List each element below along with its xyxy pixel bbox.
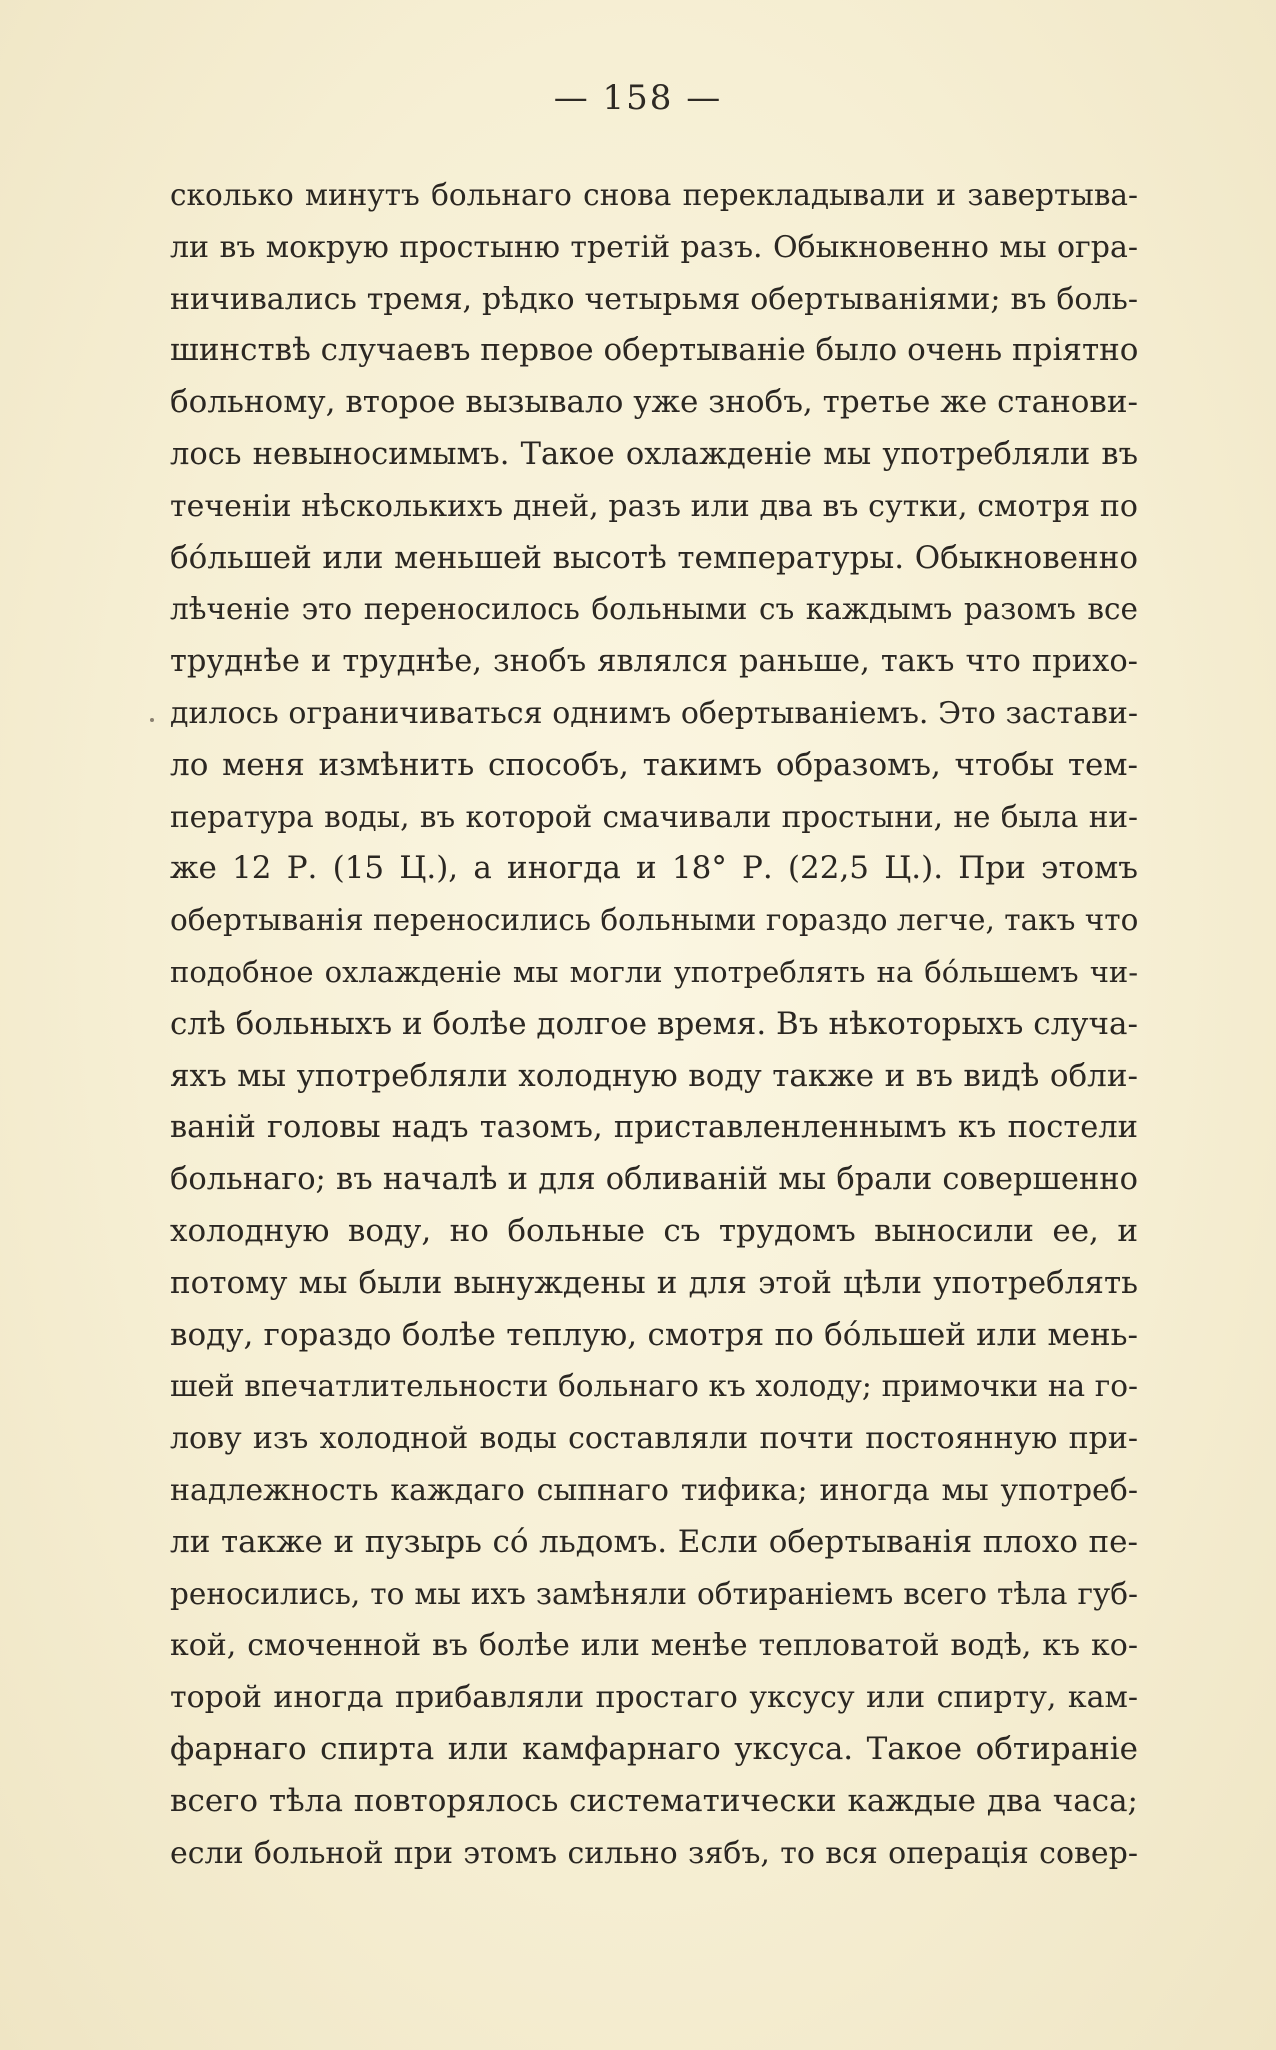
text-line: ничивались тремя, рѣдко четырьмя обертываніями; въ боль- (170, 281, 1138, 317)
text-line: надлежность каждаго сыпнаго тифика; иногда мы употреб- (170, 1472, 1138, 1508)
text-line: фарнаго спирта или камфарнаго уксуса. Такое обтираніе (170, 1730, 1138, 1767)
text-line: если больной при этомъ сильно зябъ, то вся операція совер- (170, 1835, 1138, 1871)
text-line: пература воды, въ которой смачивали простыни, не была ни- (170, 799, 1138, 834)
text-line: обертыванія переносились больными гораздо легче, такъ что (170, 903, 1138, 938)
page-number: — 158 — (553, 78, 723, 118)
paper-speck (150, 718, 154, 722)
text-line: шинствѣ случаевъ первое обертываніе было очень пріятно (170, 332, 1138, 369)
text-line: бóльшей или меньшей высотѣ температуры. Обыкновенно (170, 539, 1138, 576)
text-line: лось невыносимымъ. Такое охлажденіе мы употребляли въ (170, 436, 1138, 472)
text-line: холодную воду, но больные съ трудомъ выносили ее, и (170, 1212, 1138, 1249)
text-line: теченіи нѣсколькихъ дней, разъ или два въ сутки, смотря по (170, 488, 1138, 524)
text-line: потому мы были вынуждены и для этой цѣли употреблять (170, 1264, 1138, 1301)
text-line: лѣченіе это переносилось больными съ каждымъ разомъ все (170, 592, 1138, 627)
text-line: больнаго; въ началѣ и для обливаній мы брали совершенно (170, 1162, 1138, 1198)
text-line: кой, смоченной въ болѣе или менѣе тепловатой водѣ, къ ко- (170, 1628, 1138, 1664)
body-text (170, 170, 1138, 1879)
text-line: яхъ мы употребляли холодную воду также и въ видѣ обли- (170, 1057, 1138, 1094)
text-line: подобное охлажденіе мы могли употреблять на бóльшемъ чи- (170, 954, 1138, 989)
text-line: ваній головы надъ тазомъ, приставленленнымъ къ постели (170, 1110, 1138, 1146)
text-line: торой иногда прибавляли простаго уксусу или спирту, кам- (170, 1680, 1138, 1716)
text-line: сколько минутъ больнаго снова перекладывали и завертыва- (170, 178, 1138, 212)
text-line: ли также и пузырь сó льдомъ. Если обертыванія плохо пе- (170, 1523, 1138, 1560)
text-line: же 12 Р. (15 Ц.), а иногда и 18° Р. (22,5 Ц.). При этомъ (170, 850, 1138, 887)
text-line: ли въ мокрую простыню третій разъ. Обыкновенно мы огра- (170, 229, 1138, 265)
text-line: воду, гораздо болѣе теплую, смотря по бóльшей или мень- (170, 1316, 1138, 1353)
text-line: дилось ограничиваться однимъ обертываніемъ. Это застави- (170, 695, 1138, 731)
text-line: реносились, то мы ихъ замѣняли обтираніемъ всего тѣла губ- (170, 1576, 1138, 1611)
text-line: всего тѣла повторялось систематически каждые два часа; (170, 1782, 1138, 1819)
text-line: ло меня измѣнить способъ, такимъ образомъ, чтобы тем- (170, 746, 1138, 783)
text-line: больному, второе вызывало уже знобъ, третье же станови- (170, 384, 1138, 421)
text-line: труднѣе и труднѣе, знобъ являлся раньше, такъ что прихо- (170, 644, 1138, 680)
text-line: шей впечатлительности больнаго къ холоду; примочки на го- (170, 1369, 1138, 1404)
text-line: лову изъ холодной воды составляли почти постоянную при- (170, 1421, 1138, 1457)
text-line: слѣ больныхъ и болѣе долгое время. Въ нѣкоторыхъ случа- (170, 1005, 1138, 1042)
